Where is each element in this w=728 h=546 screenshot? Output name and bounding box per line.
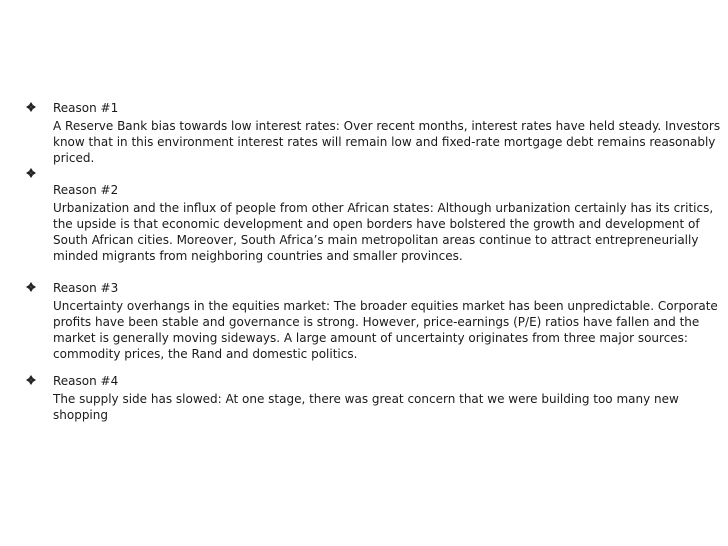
reason-heading: Reason #1 [53, 101, 119, 115]
reason-heading: Reason #3 [53, 281, 119, 295]
reason-item [53, 100, 723, 166]
reason-item [53, 182, 723, 264]
reason-body: The supply side has slowed: At one stage, there was great concern that we were building too many new shopping [53, 392, 679, 422]
reason-body: Urbanization and the influx of people from other African states: Although urbanization certainly has its critics, the upside is that economic development and open borders have bolstered the growth and development of South African cities. Moreover, South Africa’s main metropolitan areas continue to attract entrepreneurially minded migrants from neighboring countries and smaller provinces. [53, 201, 714, 263]
reason-item [53, 373, 723, 423]
diamond-bullet-icon [26, 168, 36, 178]
reason-item [53, 280, 723, 362]
diamond-bullet-icon [26, 102, 36, 112]
reason-heading: Reason #2 [53, 183, 119, 197]
reason-body: Uncertainty overhangs in the equities market: The broader equities market has been unpredictable. Corporate profits have been stable and governance is strong. However, price-earnings (P/E) ratios have fallen and the market is generally moving sideways. A large amount of uncertainty originates from three major sources: commodity prices, the Rand and domestic politics. [53, 299, 718, 361]
diamond-bullet-icon [26, 282, 36, 292]
diamond-bullet-icon [26, 375, 36, 385]
reason-heading: Reason #4 [53, 374, 119, 388]
reason-body: A Reserve Bank bias towards low interest rates: Over recent months, interest rates have held steady. Investors know that in this environment interest rates will remain low and fixed-rate mortgage debt remains reasonably priced. [53, 119, 721, 165]
